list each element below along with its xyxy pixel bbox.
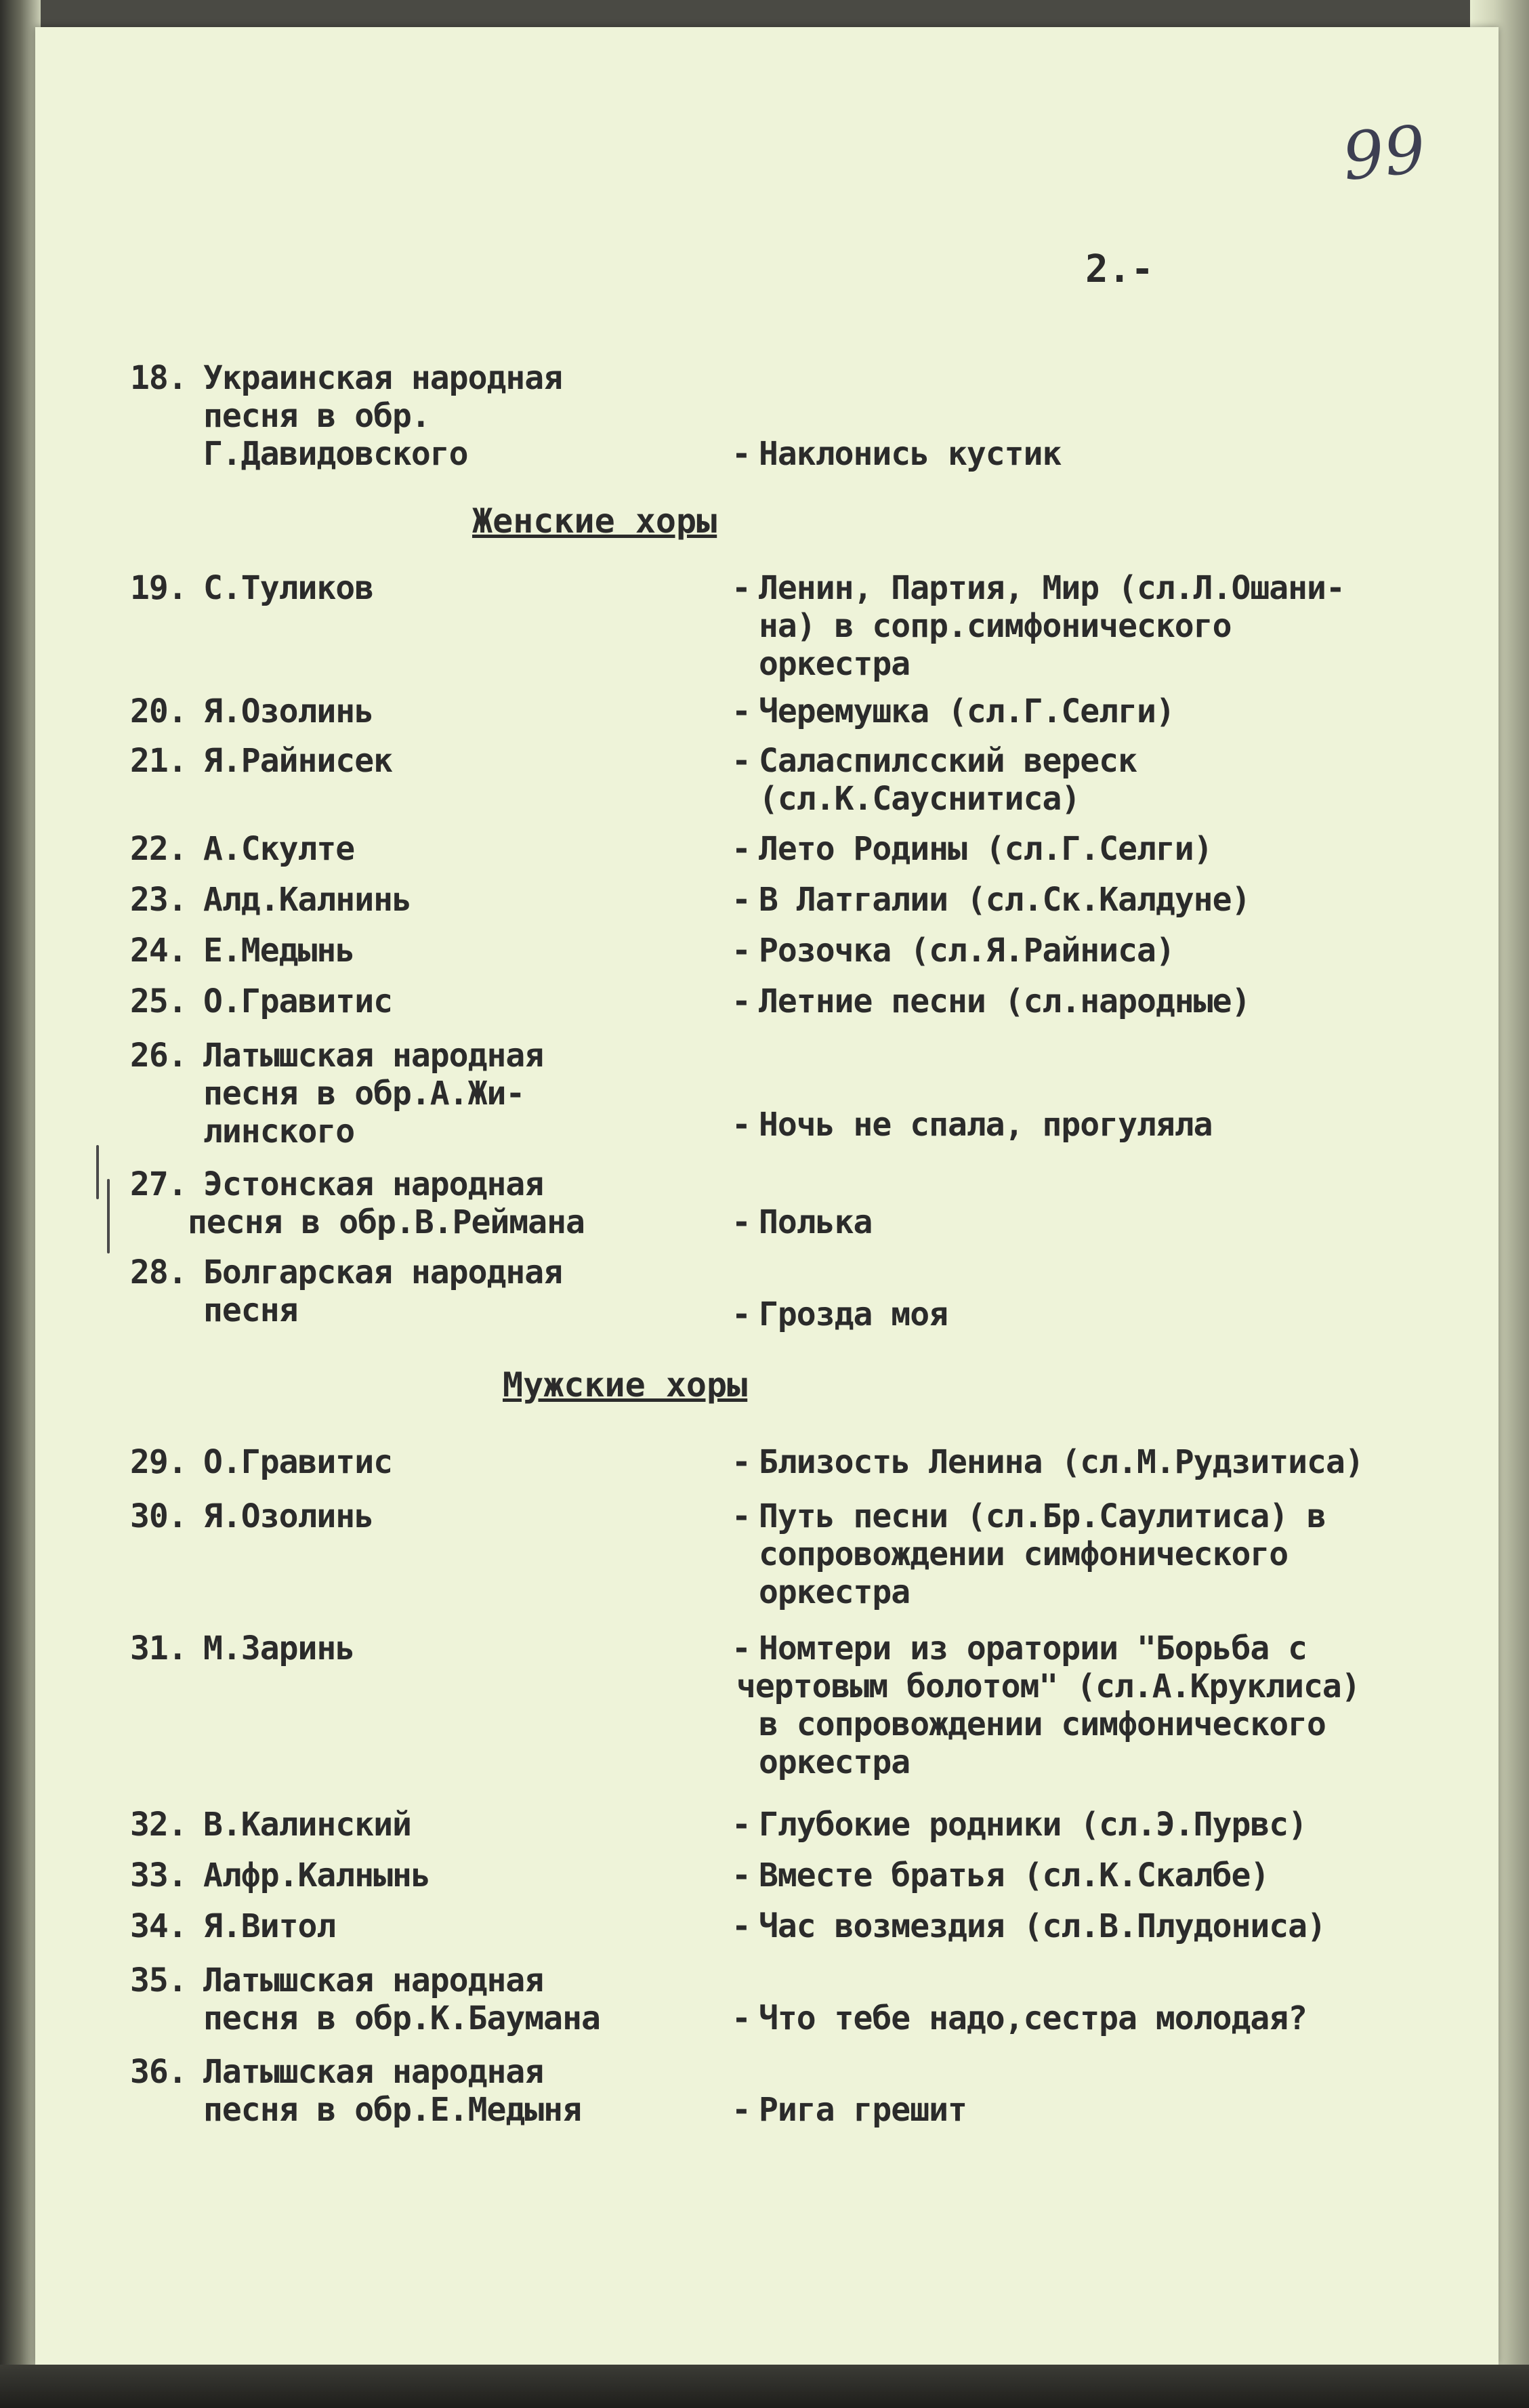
entry-work: Ленин, Партия, Мир (сл.Л.Ошани- (759, 569, 1345, 607)
dash: - (732, 569, 751, 607)
entry-author: М.Заринь (203, 1629, 355, 1667)
dash: - (732, 1806, 751, 1844)
entry-author: А.Скулте (203, 830, 355, 868)
entry-author: Я.Озолинь (203, 692, 374, 730)
entry-number: 32. (130, 1806, 187, 1844)
archive-page-number: 99 (1339, 110, 1429, 196)
dash: - (732, 1999, 751, 2037)
entry-author: Е.Медынь (203, 932, 355, 970)
dash: - (732, 742, 751, 780)
entry-author: песня в обр. (203, 397, 430, 435)
entry-work: чертовым болотом" (сл.А.Круклиса) (736, 1667, 1360, 1705)
dash: - (732, 1443, 751, 1481)
dash: - (732, 1629, 751, 1667)
entry-work: оркестра (759, 1573, 910, 1611)
entry-number: 28. (130, 1253, 187, 1291)
entry-number: 35. (130, 1961, 187, 1999)
entry-number: 26. (130, 1037, 187, 1075)
entry-work: Час возмездия (сл.В.Плудониса) (759, 1907, 1326, 1945)
entry-number: 22. (130, 830, 187, 868)
entry-work: В Латгалии (сл.Ск.Калдуне) (759, 881, 1251, 919)
entry-author: Латышская народная (203, 2053, 544, 2091)
dash: - (732, 1497, 751, 1535)
dash: - (732, 982, 751, 1020)
entry-author: О.Гравитис (203, 982, 392, 1020)
pencil-mark (107, 1179, 110, 1253)
entry-author: Я.Райнисек (203, 742, 392, 780)
entry-author: Латышская народная (203, 1961, 544, 1999)
pencil-mark (96, 1145, 99, 1199)
entry-work: Ночь не спала, прогуляла (759, 1106, 1213, 1144)
dash: - (732, 830, 751, 868)
dash: - (732, 1295, 751, 1333)
entry-author: Украинская народная (203, 359, 563, 397)
entry-number: 30. (130, 1497, 187, 1535)
entry-work: на) в сопр.симфонического (759, 607, 1232, 645)
entry-author: песня в обр.В.Реймана (188, 1203, 585, 1241)
page-number: 2.- (1085, 247, 1154, 291)
entry-number: 18. (130, 359, 187, 397)
entry-number: 25. (130, 982, 187, 1020)
entry-work: оркестра (759, 645, 910, 683)
entry-work: Что тебе надо,сестра молодая? (759, 1999, 1307, 2037)
entry-work: сопровождении симфонического (759, 1535, 1289, 1573)
dash: - (732, 435, 751, 473)
entry-work: Лето Родины (сл.Г.Селги) (759, 830, 1213, 868)
entry-work: Рига грешит (759, 2091, 967, 2129)
section-heading-men: Мужские хоры (503, 1365, 748, 1405)
entry-number: 20. (130, 692, 187, 730)
entry-work: Путь песни (сл.Бр.Саулитиса) в (759, 1497, 1326, 1535)
entry-work: Глубокие родники (сл.Э.Пурвс) (759, 1806, 1307, 1844)
dash: - (732, 1907, 751, 1945)
entry-work: Гроздa моя (759, 1295, 948, 1333)
entry-number: 36. (130, 2053, 187, 2091)
entry-author: песня в обр.К.Баумана (203, 1999, 600, 2037)
entry-work: Летние песни (сл.народные) (759, 982, 1251, 1020)
entry-author: Болгарская народная (203, 1253, 563, 1291)
entry-number: 23. (130, 881, 187, 919)
entry-number: 29. (130, 1443, 187, 1481)
entry-work: (сл.К.Сауснитиса) (759, 780, 1081, 818)
entry-author: песня в обр.А.Жи- (203, 1075, 525, 1113)
dash: - (732, 1106, 751, 1144)
entry-author: песня (203, 1291, 298, 1329)
entry-work: Черемушка (сл.Г.Селги) (759, 692, 1175, 730)
entry-work: Наклонись кустик (759, 435, 1062, 473)
section-heading-women: Женские хоры (472, 501, 717, 541)
entry-number: 31. (130, 1629, 187, 1667)
dash: - (732, 1203, 751, 1241)
entry-author: С.Туликов (203, 569, 374, 607)
entry-author: В.Калинский (203, 1806, 411, 1844)
dash: - (732, 932, 751, 970)
entry-author: линского (203, 1113, 355, 1150)
entry-work: Розочка (сл.Я.Райниса) (759, 932, 1175, 970)
entry-work: Вместе братья (сл.К.Скалбе) (759, 1856, 1270, 1894)
entry-author: песня в обр.Е.Медыня (203, 2091, 581, 2129)
entry-work: оркестра (759, 1743, 910, 1781)
entry-author: Г.Давидовского (203, 435, 468, 473)
entry-work: Полька (759, 1203, 873, 1241)
binding-edge (0, 0, 41, 2408)
entry-author: О.Гравитис (203, 1443, 392, 1481)
dash: - (732, 692, 751, 730)
entry-number: 33. (130, 1856, 187, 1894)
entry-number: 24. (130, 932, 187, 970)
dash: - (732, 881, 751, 919)
scan-bottom-edge (0, 2365, 1529, 2408)
entry-author: Я.Витол (203, 1907, 336, 1945)
entry-author: Латышская народная (203, 1037, 544, 1075)
dash: - (732, 1856, 751, 1894)
entry-work: Близость Ленина (сл.М.Рудзитиса) (759, 1443, 1364, 1481)
entry-author: Алд.Калнинь (203, 881, 411, 919)
entry-author: Алфр.Калнынь (203, 1856, 430, 1894)
dash: - (732, 2091, 751, 2129)
entry-work: Саласпилсский вереск (759, 742, 1137, 780)
entry-work: Номтери из оратории "Борьба с (759, 1629, 1307, 1667)
entry-author: Эстонская народная (203, 1165, 544, 1203)
entry-number: 34. (130, 1907, 187, 1945)
entry-author: Я.Озолинь (203, 1497, 374, 1535)
entry-number: 19. (130, 569, 187, 607)
entry-number: 27. (130, 1165, 187, 1203)
document-page (35, 27, 1499, 2365)
entry-work: в сопровождении симфонического (759, 1705, 1326, 1743)
entry-number: 21. (130, 742, 187, 780)
